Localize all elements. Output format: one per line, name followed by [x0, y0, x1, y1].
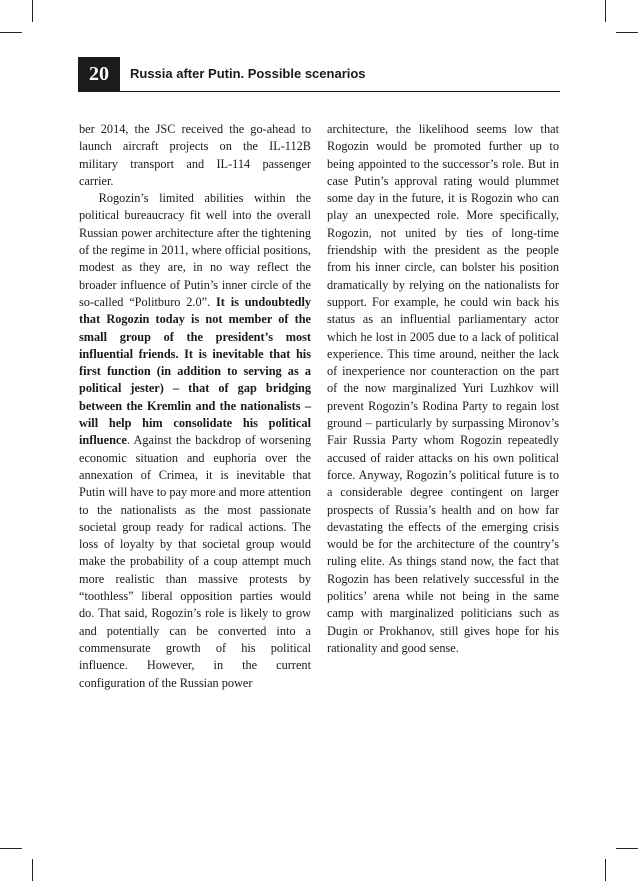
crop-mark-bottom-left-v [32, 859, 33, 881]
crop-mark-bottom-right-h [616, 848, 638, 849]
left-column [79, 121, 311, 692]
paragraph: ber 2014, the JSC received the go-ahead to launch aircraft projects on the IL-112B military transport and IL-114 passenger carrier. [79, 122, 311, 188]
crop-mark-top-left-h [0, 32, 22, 33]
crop-mark-top-right-v [605, 0, 606, 22]
emphasized-text: It is undoubtedly that Rogozin today is not member of the small group of the president’s most influential friends. It is inevitable that his first function (in addition to serving as a political jester) – that of gap bridging between the Kremlin and the nationalists – will help him consolidate his political influence [79, 294, 312, 448]
paragraph [79, 190, 311, 692]
running-title: Russia after Putin. Possible scenarios [130, 66, 366, 81]
paragraph: architecture, the likelihood seems low that Rogozin would be promoted further up to being appointed to the successor’s role. But in case Putin’s approval rating would plummet some day in the future, it is Rogozin who can play an unexpected role. More specifically, Rogozin, not united by ties of long-time friendship with the president as the people from his inner circle, can bolster his position dramatically by relying on the nationalists for support. For example, he could win back his status as an influential parliamentary actor which he lost in 2005 due to a lack of political experience. This time around, neither the lack of inexperience nor counteraction on the part of the now marginalized Yuri Luzhkov will prevent Rogozin’s Rodina Party to regain lost ground – particularly by surpassing Mironov’s Fair Russia Party whom Rogozin repeatedly accused of raider attacks on his own political force. Anyway, Rogozin’s political future is to a considerable degree contingent on larger prospects of Russia’s health and on how far devastating the effects of the emerging crisis would be for the architecture of the country’s ruling elite. As things stand now, the fact that Rogozin has been relatively successful in the politics’ arena while not being in the same camp with marginalized politicians such as Dugin or Prokhanov, still gives hope for his rationality and good sense. [327, 122, 559, 655]
paragraph-text: . Against the backdrop of worsening economic situation and euphoria over the annexation of Crimea, it is inevitable that Putin will have to pay more and more attention to the nationalists as the most passionate societal group ready for radical actions. The loss of loyalty by that societal group would make the probability of a coup attempt much more realistic than massive protests by “toothless” liberal opposition parties would do. That said, Rogozin’s role is likely to grow and potentially can be converted into a commensurate growth of his political influence. However, in the current configuration of the Russian power [79, 433, 311, 690]
right-column [327, 121, 559, 657]
crop-mark-top-right-h [616, 32, 638, 33]
crop-mark-top-left-v [32, 0, 33, 22]
header-rule [120, 91, 560, 92]
page-number: 20 [78, 57, 120, 92]
paragraph-text: Rogozin’s limited abilities within the political bureaucracy fit well into the overall Russian power architecture after the tightening of the regime in 2011, where official positions, modest as they are, in no way reflect the broader influence of Putin’s inner circle of the so-called “Politburo 2.0”. [79, 191, 311, 309]
crop-mark-bottom-left-h [0, 848, 22, 849]
crop-mark-bottom-right-v [605, 859, 606, 881]
